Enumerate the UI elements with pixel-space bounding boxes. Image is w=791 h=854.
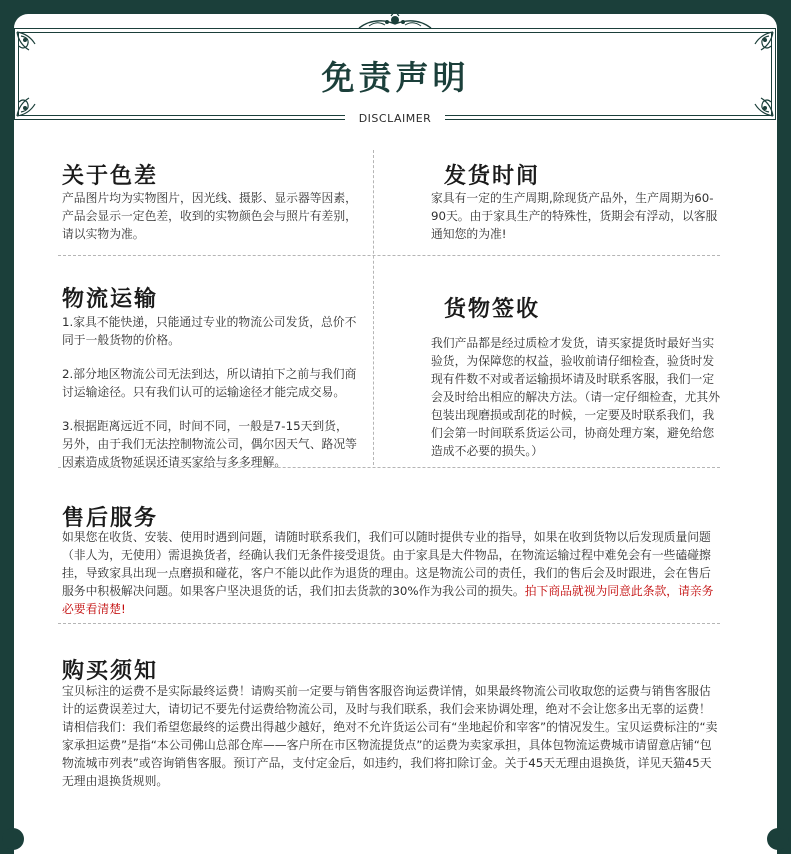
- logistics-point-2: 2.部分地区物流公司无法到达，所以请拍下之前与我们商讨运输途径。只有我们认可的运输途径才能完成交易。: [62, 367, 357, 399]
- section-title-aftersale: 售后服务: [62, 506, 159, 531]
- section-body-color: 产品图片均为实物图片，因光线、摄影、显示器等因素，产品会显示一定色差，收到的实物颜色会与照片有差别，请以实物为准。: [62, 191, 357, 241]
- section-body-shipping: 家具有一定的生产周期,除现货产品外，生产周期为60-90天。由于家具生产的特殊性，货期会有浮动，以客服通知您的为准!: [431, 191, 718, 241]
- row-divider: [58, 255, 720, 256]
- logistics-point-1: 1.家具不能快递，只能通过专业的物流公司发货，总价不同于一般货物的价格。: [62, 315, 357, 347]
- aftersale-warning: 拍下商品就视为同意此条款，请亲务必要看清楚!: [62, 584, 714, 616]
- subtitle-row: [14, 112, 776, 128]
- section-divider: [58, 623, 720, 624]
- page-subtitle: DISCLAIMER: [345, 112, 446, 125]
- page-title: 免责声明: [321, 58, 470, 97]
- section-title-shipping: 发货时间: [444, 164, 541, 189]
- bottom-left-corner-decoration: [2, 828, 24, 850]
- section-title-logistics: 物流运输: [62, 287, 159, 312]
- section-title-color: 关于色差: [62, 164, 159, 189]
- aftersale-text: 如果您在收货、安装、使用时遇到问题，请随时联系我们，我们可以随时提供专业的指导，如果在收到货物以后发现质量问题（非人为，无使用）需退换货者，经确认我们无条件接受退货。由于家具是大件物品，在物流运输过程中难免会有一些磕碰擦挂，导致家具出现一点磨损和碰花，客户不能以此作为退货的理由。这是物流公司的责任，我们的售后会及时跟进，会在售后服务中积极解决问题。如果客户坚决退货的话，我们扣去货款的30%作为我公司的损失。: [62, 530, 711, 598]
- column-divider: [373, 150, 374, 465]
- section-body-logistics: [62, 313, 358, 471]
- bottom-right-corner-decoration: [767, 828, 789, 850]
- logistics-point-3: 3.根据距离远近不同，时间不同，一般是7-15天到货，另外，由于我们无法控制物流公司，偶尔因天气、路况等因素造成货物延误还请买家给与多多理解。: [62, 419, 357, 469]
- section-body-aftersale: [62, 528, 722, 618]
- section-title-purchase: 购买须知: [62, 659, 159, 684]
- section-body-purchase: 宝贝标注的运费不是实际最终运费！请购买前一定要与销售客服咨询运费详情，如果最终物流公司收取您的运费与销售客服估计的运费误差过大，请切记不要先付运费给物流公司，及时与我们联系，我们会来协调处理，绝对不会让您多出无辜的运费！请相信我们：我们希望您最终的运费出得越少越好，绝对不允许货运公司有“坐地起价和宰客”的情况发生。宝贝运费标注的“卖家承担运费”是指“本公司佛山总部仓库——客户所在市区物流提货点”的运费为卖家承担，具体包物流运费城市请留意店铺“包物流城市列表”或咨询销售客服。预订产品，支付定金后，如违约，我们将扣除订金。关于45天无理由退换货，详见天猫45天无理由退换货规则。: [62, 684, 718, 788]
- section-body-receipt: 我们产品都是经过质检才发货，请买家提货时最好当实验货，为保障您的权益，验收前请仔细检查，验货时发现有件数不对或者运输损坏请及时联系客服，我们一定会及时给出相应的解决方法。（请一定仔细检查，尤其外包装出现磨损或刮花的时候，一定要及时联系我们，我们会第一时间联系货运公司，协商处理方案，避免给您造成不必要的损失。）: [431, 336, 721, 458]
- section-title-receipt: 货物签收: [444, 297, 541, 322]
